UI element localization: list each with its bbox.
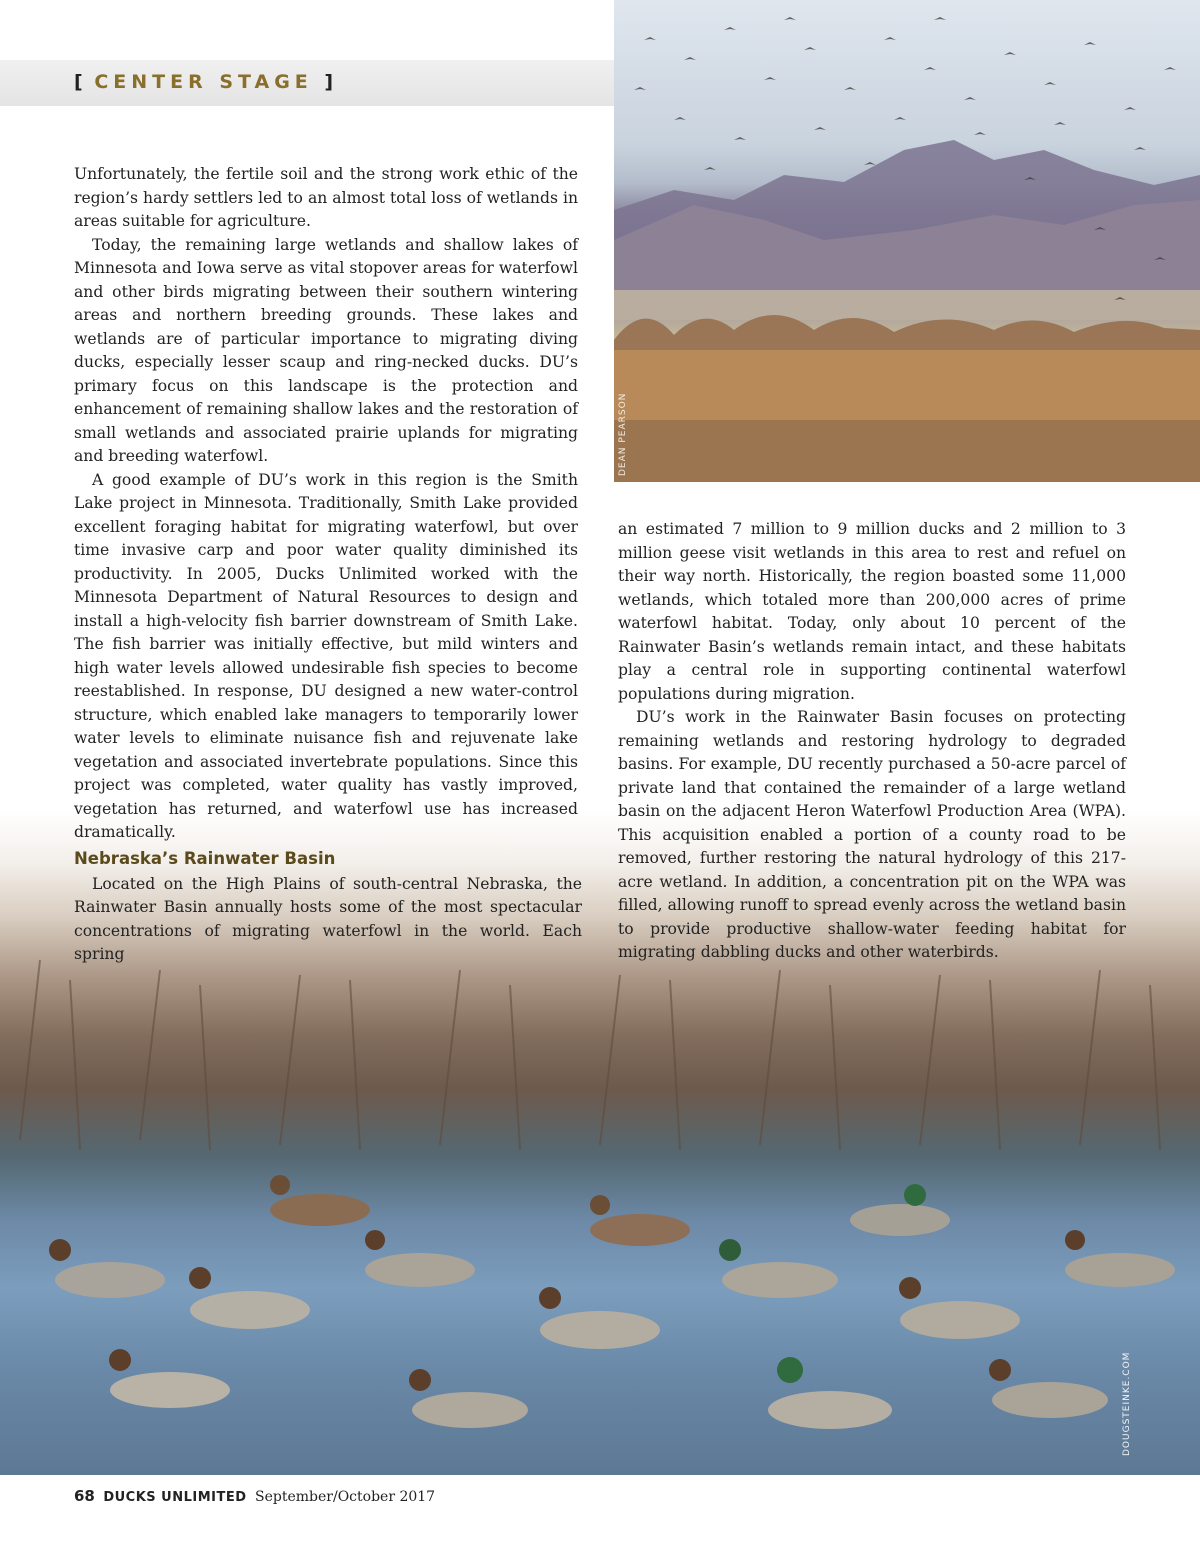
photo-top-illustration (614, 0, 1200, 482)
page-footer (74, 1487, 435, 1505)
section-tag (74, 71, 333, 93)
photo-credit-top-text: DEAN PEARSON (618, 392, 628, 476)
page-number: 68 (74, 1487, 95, 1505)
photo-credit-bottom (1118, 1351, 1142, 1460)
issue-date: September/October 2017 (255, 1489, 436, 1505)
right-column (618, 518, 1126, 965)
left-paragraph-4: Located on the High Plains of south-central Nebraska, the Rainwater Basin annually hosts some of the most spectacular concentrations of migrating waterfowl in the world. Each spring (74, 874, 582, 963)
publication-name: DUCKS UNLIMITED (103, 1490, 247, 1505)
close-bracket: ] (324, 71, 334, 93)
left-paragraph-1: Unfortunately, the fertile soil and the strong work ethic of the region’s hardy settlers led to an almost total loss of wetlands in areas suitable for agriculture. (74, 165, 578, 230)
photo-credit-top (614, 392, 642, 480)
left-column-lower (74, 847, 582, 967)
right-paragraph-1: an estimated 7 million to 9 million ducks and 2 million to 3 million geese visit wetlands in this area to rest and refuel on their way north. Historically, the region boasted some 11,000 wetlands, which totaled more than 200,000 acres of prime waterfowl habitat. Today, only about 10 percent of the Rainwater Basin’s wetlands remain intact, and these habitats play a central role in supporting continental waterfowl populations during migration. (618, 520, 1126, 703)
left-paragraph-3: A good example of DU’s work in this region is the Smith Lake project in Minnesota. Traditionally, Smith Lake provided excellent foraging habitat for migrating waterfowl, but over time invasive carp and poor water quality diminished its productivity. In 2005, Ducks Unlimited worked with the Minnesota Department of Natural Resources to design and install a high-velocity fish barrier downstream of Smith Lake. The fish barrier was initially effective, but mild winters and high water levels allowed undesirable fish species to become reestablished. In response, DU designed a new water-control structure, which enabled lake managers to temporarily lower water levels to eliminate nuisance fish and rejuvenate lake vegetation and associated invertebrate populations. Since this project was completed, water quality has vastly improved, vegetation has returned, and waterfowl use has increased dramatically. (74, 470, 578, 841)
open-bracket: [ (74, 71, 83, 93)
section-title: CENTER STAGE (94, 71, 313, 93)
left-paragraph-2: Today, the remaining large wetlands and shallow lakes of Minnesota and Iowa serve as vital stopover areas for waterfowl and other birds migrating between their southern wintering areas and northern breeding grounds. These lakes and wetlands are of particular importance to migrating diving ducks, especially lesser scaup and ring-necked ducks. DU’s primary focus on this landscape is the protection and enhancement of remaining shallow lakes and the restoration of small wetlands and associated prairie uplands for migrating and breeding waterfowl. (74, 235, 578, 465)
photo-birds-mountains (614, 0, 1200, 482)
photo-credit-bottom-text: DOUGSTEINKE.COM (1122, 1351, 1132, 1456)
right-paragraph-2: DU’s work in the Rainwater Basin focuses on protecting remaining wetlands and restoring hydrology to degraded basins. For example, DU recently purchased a 50-acre parcel of private land that contained the remainder of a large wetland basin on the adjacent Heron Waterfowl Production Area (WPA). This acquisition enabled a portion of a county road to be removed, further restoring the natural hydrology of this 217-acre wetland. In addition, a concentration pit on the WPA was filled, allowing runoff to spread evenly across the wetland basin to provide productive shallow-water feeding habitat for migrating dabbling ducks and other waterbirds. (618, 708, 1126, 961)
subhead-rainwater-basin: Nebraska’s Rainwater Basin (74, 849, 336, 868)
left-column (74, 163, 578, 845)
